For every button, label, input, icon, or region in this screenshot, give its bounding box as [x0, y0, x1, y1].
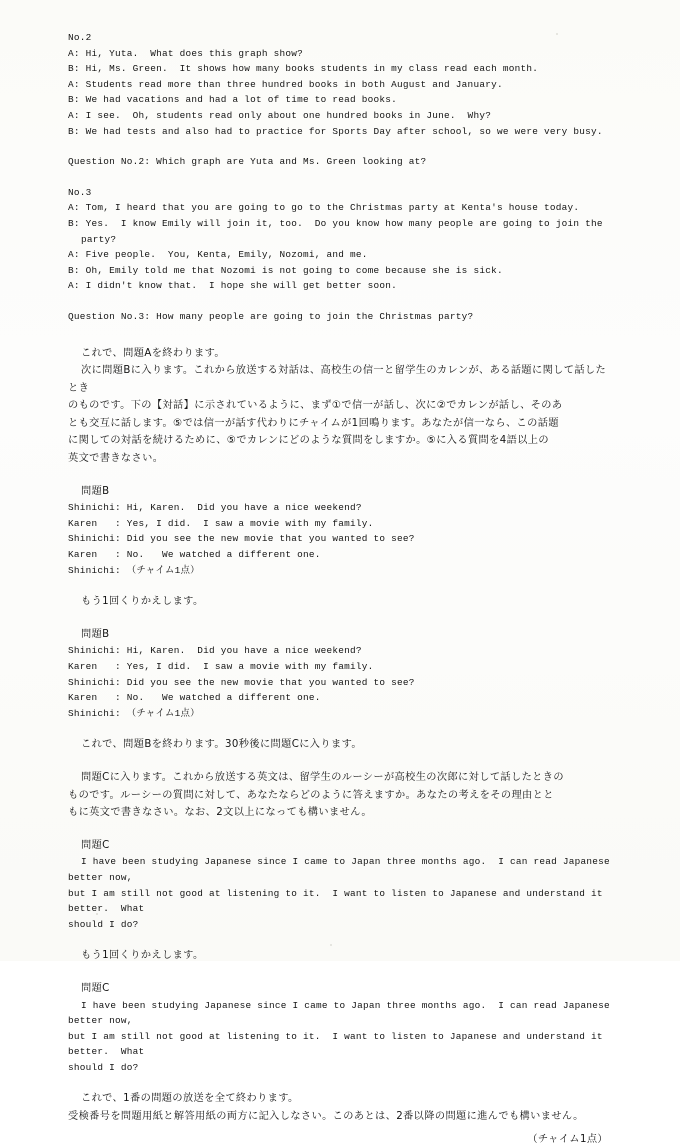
section-no2-heading: No.2 [68, 32, 92, 43]
closing-line: これで、1番の問題の放送を全て終わります。 [81, 1093, 299, 1105]
passage-line: but I am still not good at listening to it. I want to listen to Japanese and understand it better. What [68, 887, 609, 915]
spacer [68, 325, 616, 345]
spacer [68, 170, 616, 185]
dialogue-line: Shinichi: Did you see the new movie that you wanted to see? [68, 676, 415, 688]
dialogue-line: Karen : No. We watched a different one. [68, 692, 321, 704]
dialogue-line: Shinichi: Did you see the new movie that you wanted to see? [68, 533, 415, 545]
dialogue-line: B: We had tests and also had to practice for Sports Day after school, so we were very busy. [68, 125, 603, 137]
section-no3-question: Question No.3: How many people are going to join the Christmas party? [68, 310, 474, 322]
problem-c-label: 問題C [81, 982, 110, 994]
instruction-line: ものです。ルーシーの質問に対して、あなたならどのように答えますか。あなたの考えをその理由とと [68, 789, 554, 801]
dialogue-line: B: We had vacations and had a lot of time to read books. [68, 94, 398, 106]
spacer [68, 139, 616, 154]
dialogue-line: A: Students read more than three hundred books in both August and January. [68, 78, 503, 90]
dialogue-line: A: Five people. You, Kenta, Emily, Nozomi, and me. [68, 249, 368, 261]
dialogue-line: B: Oh, Emily told me that Nozomi is not going to come because she is sick. [68, 264, 503, 276]
dialogue-line: Karen : Yes, I did. I saw a movie with my family. [68, 517, 374, 529]
section-no2-question: Question No.2: Which graph are Yuta and Ms. Green looking at? [68, 156, 427, 168]
problem-c-label: 問題C [81, 839, 110, 851]
dialogue-line: A: Tom, I heard that you are going to go to the Christmas party at Kenta's house today. [68, 202, 580, 214]
dialogue-line: B: Yes. I know Emily will join it, too. Do you know how many people are going to join the party? [68, 217, 609, 245]
instruction-line: とも交互に話します。⑤では信一が話す代わりにチャイムが1回鳴ります。あなたが信一なら、この話題 [68, 417, 559, 429]
repeat-notice-2: もう1回くりかえします。 [81, 950, 204, 962]
passage-line: I have been studying Japanese since I came to Japan three months ago. I can read Japanese better now, [68, 999, 616, 1027]
problem-b-first [68, 483, 616, 579]
dialogue-line: B: Hi, Ms. Green. It shows how many books students in my class read each month. [68, 63, 539, 75]
spacer [68, 754, 616, 769]
passage-line: should I do? [68, 1061, 139, 1073]
spacer [68, 932, 616, 947]
dialogue-line: A: I see. Oh, students read only about one hundred books in June. Why? [68, 109, 492, 121]
dialogue-line: Karen : Yes, I did. I saw a movie with my family. [68, 661, 374, 672]
passage-line: I have been studying Japanese since I came to Japan three months ago. I can read Japanese better now, [68, 856, 616, 883]
instruction-line: もに英文で書きなさい。なお、2文以上になっても構いません。 [68, 807, 372, 819]
instruction-line: のものです。下の【対話】に示されているように、まず①で信一が話し、次に②でカレンが話し、そのあ [68, 400, 563, 412]
closing-instructions [68, 1090, 616, 1125]
dialogue-line: A: I didn't know that. I hope she will get better soon. [68, 280, 398, 292]
instruction-line: 英文で書きなさい。 [68, 453, 164, 465]
problem-c-second [68, 980, 616, 1076]
dialogue-line: Shinichi: Hi, Karen. Did you have a nice weekend? [68, 502, 362, 514]
instruction-line: 次に問題Bに入ります。これから放送する対話は、高校生の信一と留学生のカレンが、ある話題に関して話したとき [68, 365, 607, 394]
section-no3 [68, 185, 616, 325]
spacer [68, 822, 616, 837]
document-body [68, 30, 616, 1148]
passage-line: but I am still not good at listening to it. I want to listen to Japanese and understand it better. What [68, 1030, 609, 1058]
spacer [68, 611, 616, 626]
instruction-line: これで、問題Aを終わります。 [81, 347, 225, 359]
problem-b-label: 問題B [81, 485, 110, 497]
problem-b-end-notice: これで、問題Bを終わります。30秒後に問題Cに入ります。 [81, 739, 362, 751]
instruction-line: 問題Cに入ります。これから放送する英文は、留学生のルーシーが高校生の次郎に対して話したときの [81, 771, 564, 783]
spacer [68, 578, 616, 593]
instructions-problem-a-end [68, 345, 616, 468]
spacer [68, 965, 616, 980]
repeat-notice-1: もう1回くりかえします。 [81, 596, 204, 608]
problem-b-second [68, 626, 616, 722]
spacer [68, 721, 616, 736]
spacer [68, 294, 616, 309]
dialogue-line-chime: Shinichi: （チャイム1点） [68, 564, 200, 576]
problem-c-first [68, 837, 616, 933]
dialogue-line-chime: Shinichi: （チャイム1点） [68, 707, 200, 719]
instruction-line: に関しての対話を続けるために、⑤でカレンにどのような質問をしますか。⑤に入る質問を4語以上の [68, 435, 549, 447]
dialogue-line: Shinichi: Hi, Karen. Did you have a nice weekend? [68, 645, 362, 657]
spacer [68, 1075, 616, 1090]
final-chime-note: （チャイム1点） [527, 1133, 608, 1145]
section-no2 [68, 30, 616, 170]
dialogue-line: A: Hi, Yuta. What does this graph show? [68, 47, 304, 59]
problem-b-label: 問題B [81, 628, 110, 640]
dialogue-line: Karen : No. We watched a different one. [68, 549, 321, 561]
passage-line: should I do? [68, 918, 139, 930]
section-no3-heading: No.3 [68, 186, 92, 198]
spacer [68, 468, 616, 483]
closing-line: 受検番号を問題用紙と解答用紙の両方に記入しなさい。このあとは、2番以降の問題に進んでも構いません。 [68, 1111, 584, 1123]
instructions-problem-c [68, 769, 616, 822]
